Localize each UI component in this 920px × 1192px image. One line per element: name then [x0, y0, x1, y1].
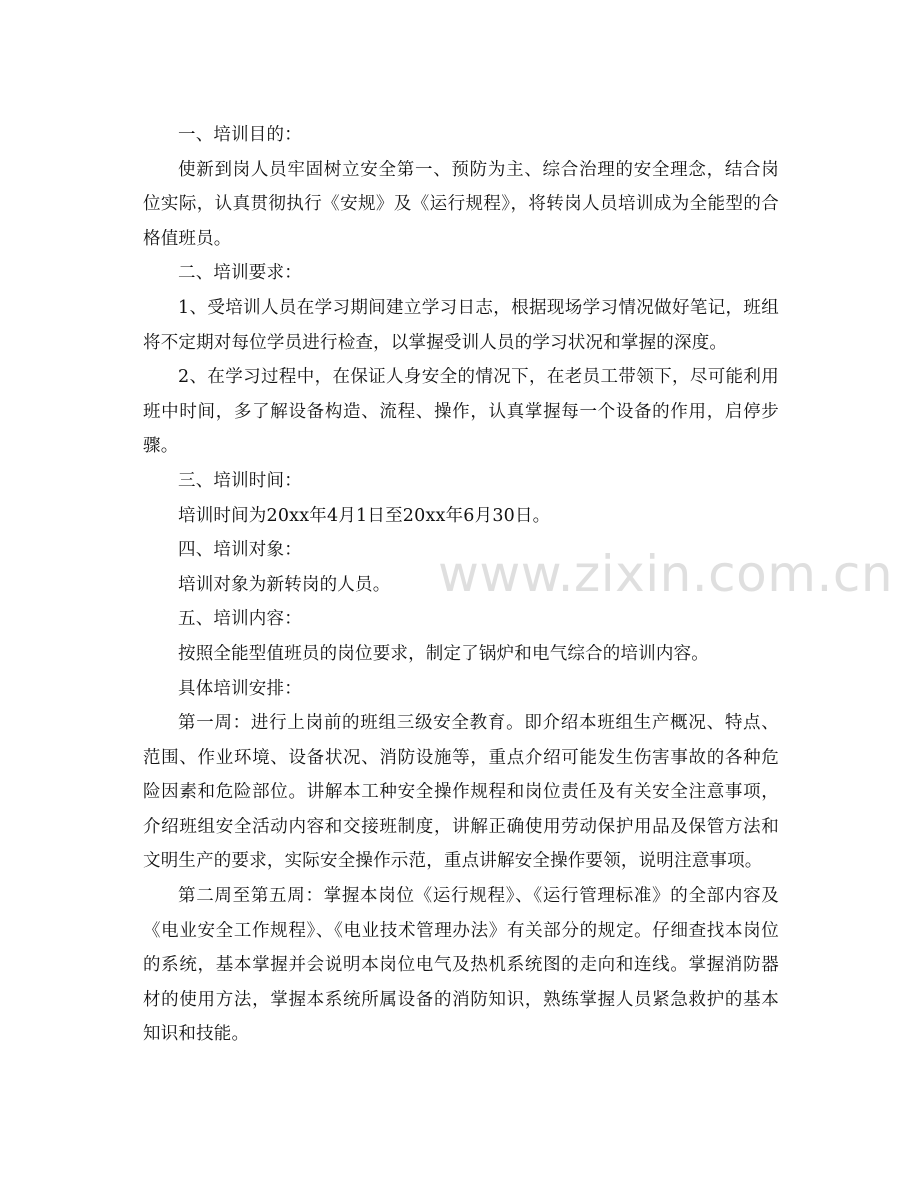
document-body [143, 118, 779, 1052]
paragraph-requirement-1: 1、受培训人员在学习期间建立学习日志，根据现场学习情况做好笔记，班组将不定期对每位学员进行检查，以掌握受训人员的学习状况和掌握的深度。 [143, 297, 779, 353]
paragraph-week-one: 第一周：进行上岗前的班组三级安全教育。即介绍本班组生产概况、特点、范围、作业环境、设备状况、消防设施等，重点介绍可能发生伤害事故的各种危险因素和危险部位。讲解本工种安全操作规程和岗位责任及有关安全注意事项，介绍班组安全活动内容和交接班制度，讲解正确使用劳动保护用品及保管方法和文明生产的要求，实际安全操作示范，重点讲解安全操作要领，说明注意事项。 [143, 713, 779, 872]
heading-training-purpose: 一、培训目的： [178, 125, 302, 145]
heading-specific-arrangement: 具体培训安排： [178, 678, 302, 699]
paragraph-training-time: 培训时间为20xx年4月1日至20xx年6月30日。 [178, 505, 551, 526]
heading-training-target: 四、培训对象： [178, 540, 302, 561]
paragraph-training-content: 按照全能型值班员的岗位要求，制定了锅炉和电气综合的培训内容。 [178, 643, 709, 664]
watermark-text: www.zixin.com.cn [438, 545, 894, 603]
paragraph-weeks-two-to-five: 第二周至第五周：掌握本岗位《运行规程》、《运行管理标准》的全部内容及《电业安全工作规程》、《电业技术管理办法》有关部分的规定。仔细查找本岗位的系统，基本掌握并会说明本岗位电气及热机系统图的走向和连线。掌握消防器材的使用方法，掌握本系统所属设备的消防知识，熟练掌握人员紧急救护的基本知识和技能。 [143, 886, 779, 1045]
paragraph-training-purpose: 使新到岗人员牢固树立安全第一、预防为主、综合治理的安全理念，结合岗位实际，认真贯彻执行《安规》及《运行规程》，将转岗人员培训成为全能型的合格值班员。 [143, 159, 779, 249]
paragraph-training-target: 培训对象为新转岗的人员。 [178, 574, 391, 595]
heading-training-time: 三、培训时间： [178, 470, 302, 491]
heading-training-content: 五、培训内容： [178, 609, 302, 630]
paragraph-requirement-2: 2、在学习过程中，在保证人身安全的情况下，在老员工带领下，尽可能利用班中时间，多了解设备构造、流程、操作，认真掌握每一个设备的作用，启停步骤。 [143, 367, 779, 457]
heading-training-requirements: 二、培训要求： [178, 263, 302, 284]
